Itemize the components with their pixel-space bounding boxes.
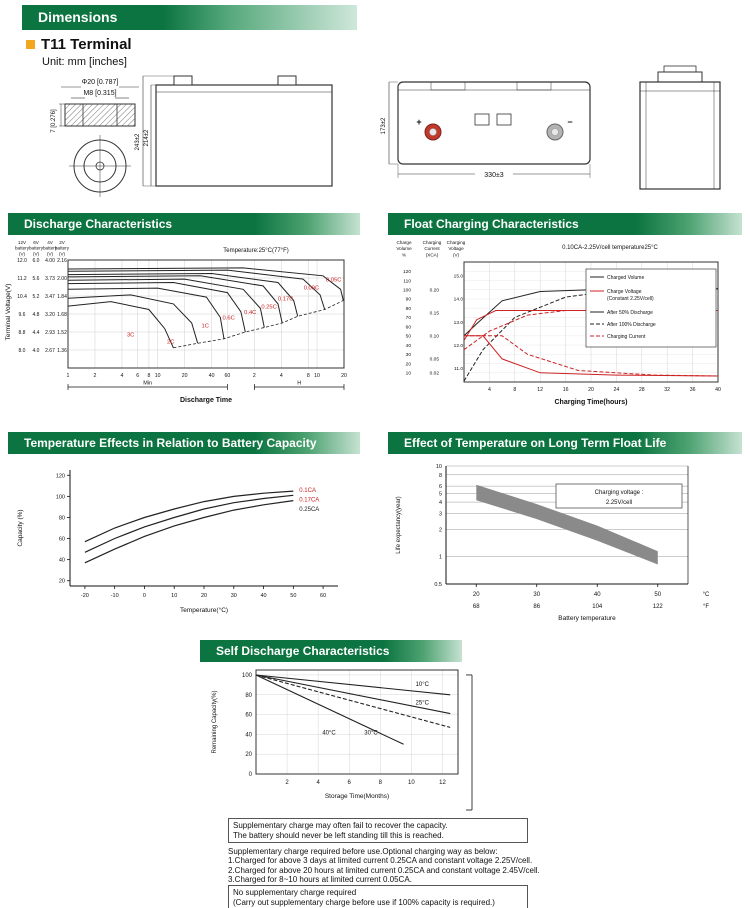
svg-text:(XCA): (XCA) xyxy=(425,252,439,258)
svg-text:120: 120 xyxy=(55,473,65,480)
svg-text:Min: Min xyxy=(143,380,153,387)
svg-text:90: 90 xyxy=(405,297,411,303)
terminal-type-label: T11 Terminal xyxy=(41,36,132,53)
svg-text:100: 100 xyxy=(55,494,65,501)
terminal-type-heading xyxy=(26,36,132,53)
svg-text:Temperature:25°C(77°F): Temperature:25°C(77°F) xyxy=(223,248,289,254)
svg-text:0.1CA: 0.1CA xyxy=(299,488,316,495)
svg-text:20: 20 xyxy=(405,362,411,368)
svg-text:0.10: 0.10 xyxy=(429,334,439,340)
svg-text:104: 104 xyxy=(592,604,603,610)
svg-text:0: 0 xyxy=(142,593,146,599)
svg-text:battery: battery xyxy=(28,245,44,251)
svg-text:60: 60 xyxy=(58,536,65,543)
svg-text:10: 10 xyxy=(435,464,442,470)
svg-text:Battery temperature: Battery temperature xyxy=(558,615,616,622)
svg-text:Charging voltage :: Charging voltage : xyxy=(594,490,644,496)
svg-text:6.0: 6.0 xyxy=(32,257,40,264)
svg-text:0.25CA: 0.25CA xyxy=(299,507,320,514)
svg-text:0.17CA: 0.17CA xyxy=(299,497,320,504)
svg-text:14.0: 14.0 xyxy=(453,297,463,303)
svg-text:4: 4 xyxy=(487,387,491,393)
warning-note-line: Supplementary charge may often fail to recover the capacity. xyxy=(233,821,448,830)
svg-text:Φ20 [0.787]: Φ20 [0.787] xyxy=(81,79,119,86)
svg-text:After 100% Discharge: After 100% Discharge xyxy=(607,322,656,328)
svg-text:122: 122 xyxy=(652,604,663,610)
svg-text:10°C: 10°C xyxy=(415,681,429,688)
unit-note: Unit: mm [inches] xyxy=(42,56,127,68)
svg-text:10: 10 xyxy=(314,373,320,379)
svg-text:(V): (V) xyxy=(58,251,66,257)
svg-text:2: 2 xyxy=(438,527,442,534)
svg-text:28: 28 xyxy=(638,387,645,393)
svg-text:0.5: 0.5 xyxy=(434,582,442,588)
svg-text:11.0: 11.0 xyxy=(454,366,463,372)
svg-text:68: 68 xyxy=(472,604,480,610)
svg-text:10.4: 10.4 xyxy=(17,293,27,300)
svg-text:After 50% Discharge: After 50% Discharge xyxy=(607,310,653,316)
svg-text:32: 32 xyxy=(664,387,671,393)
svg-text:(V): (V) xyxy=(18,251,26,257)
svg-text:40: 40 xyxy=(260,593,267,599)
svg-text:20: 20 xyxy=(341,373,347,379)
dimension-drawings xyxy=(0,60,750,210)
svg-text:Capacity (%): Capacity (%) xyxy=(17,509,24,547)
svg-text:(V): (V) xyxy=(32,251,40,257)
svg-text:H: H xyxy=(297,380,302,387)
svg-text:4.8: 4.8 xyxy=(32,311,40,318)
svg-text:6: 6 xyxy=(347,780,351,786)
svg-text:20: 20 xyxy=(200,593,208,599)
svg-text:Charge Voltage: Charge Voltage xyxy=(607,289,642,295)
svg-text:60: 60 xyxy=(224,373,231,379)
svg-text:2V: 2V xyxy=(59,240,65,245)
svg-text:60: 60 xyxy=(245,712,252,719)
charging-instructions-line: 3.Charged for 8~10 hours at limited current 0.05CA. xyxy=(228,874,412,884)
svg-text:0.4C: 0.4C xyxy=(244,310,257,316)
svg-text:36: 36 xyxy=(689,387,696,393)
svg-text:11.2: 11.2 xyxy=(17,275,27,282)
svg-text:Life expectancy(year): Life expectancy(year) xyxy=(396,496,402,554)
svg-text:−: − xyxy=(567,117,573,127)
svg-text:1: 1 xyxy=(438,554,442,561)
discharge-chart xyxy=(4,236,368,432)
svg-text:2C: 2C xyxy=(167,339,175,346)
svg-text:12: 12 xyxy=(439,780,446,786)
svg-text:50: 50 xyxy=(654,592,662,598)
svg-text:10: 10 xyxy=(171,593,178,599)
svg-text:0.05C: 0.05C xyxy=(325,277,342,284)
svg-text:2: 2 xyxy=(252,373,256,379)
float-life-banner-title: Effect of Temperature on Long Term Float Life xyxy=(404,436,667,450)
svg-text:214±2: 214±2 xyxy=(144,129,150,147)
svg-text:12V: 12V xyxy=(17,240,27,245)
float-charging-banner xyxy=(388,213,742,235)
svg-text:battery: battery xyxy=(42,245,58,251)
svg-text:(Constant 2.25V/cell): (Constant 2.25V/cell) xyxy=(607,296,654,302)
svg-text:100: 100 xyxy=(241,672,252,679)
svg-text:2.93: 2.93 xyxy=(45,329,55,336)
svg-text:Temperature(°C): Temperature(°C) xyxy=(179,607,229,614)
discharge-banner-title: Discharge Characteristics xyxy=(24,217,173,231)
svg-text:10: 10 xyxy=(408,780,415,786)
svg-text:12.0: 12.0 xyxy=(17,257,27,264)
svg-text:100: 100 xyxy=(402,288,411,294)
svg-text:4: 4 xyxy=(279,373,283,379)
svg-text:20: 20 xyxy=(181,373,188,379)
svg-text:(V): (V) xyxy=(46,251,54,257)
svg-text:+: + xyxy=(416,117,422,127)
svg-text:40°C: 40°C xyxy=(322,730,336,737)
svg-text:40: 40 xyxy=(405,343,411,349)
svg-text:1C: 1C xyxy=(201,323,209,330)
svg-text:0.10CA-2.25V/cell temperature: 0.10CA-2.25V/cell temperature25°C xyxy=(562,245,658,251)
svg-text:2: 2 xyxy=(93,373,97,379)
svg-text:3.47: 3.47 xyxy=(45,293,55,300)
dimensions-banner xyxy=(22,5,357,30)
svg-text:2: 2 xyxy=(285,780,289,786)
svg-text:80: 80 xyxy=(245,692,252,699)
float-life-banner xyxy=(388,432,742,454)
svg-text:2.67: 2.67 xyxy=(45,347,55,354)
svg-text:80: 80 xyxy=(405,306,411,312)
svg-text:Charging Time(hours): Charging Time(hours) xyxy=(554,399,628,406)
charging-instructions-line: 2.Charged for above 20 hours at limited current 0.25CA and constant voltage 2.45V/cell. xyxy=(228,865,540,875)
svg-text:2.16: 2.16 xyxy=(57,257,67,264)
svg-text:Current: Current xyxy=(424,246,440,251)
warning-note-line: The battery should never be left standing till this is reached. xyxy=(233,830,444,840)
svg-text:5: 5 xyxy=(438,491,442,498)
svg-text:battery: battery xyxy=(14,245,30,251)
svg-text:Terminal Voltage(V): Terminal Voltage(V) xyxy=(5,283,12,341)
svg-text:30°C: 30°C xyxy=(364,730,378,737)
svg-text:40: 40 xyxy=(715,387,721,393)
svg-text:6V: 6V xyxy=(33,240,39,245)
svg-text:20: 20 xyxy=(472,592,480,598)
temp-capacity-chart xyxy=(8,454,368,638)
svg-text:25°C: 25°C xyxy=(415,700,429,707)
svg-text:2.00: 2.00 xyxy=(57,275,67,282)
svg-text:40: 40 xyxy=(58,557,65,564)
svg-text:-10: -10 xyxy=(110,593,119,599)
svg-text:0.6C: 0.6C xyxy=(222,315,235,322)
svg-text:Storage Time(Months): Storage Time(Months) xyxy=(324,793,390,800)
svg-text:battery: battery xyxy=(54,245,70,251)
svg-text:5.6: 5.6 xyxy=(32,275,40,282)
warning-note-box xyxy=(228,818,528,843)
no-supplementary-line: (Carry out supplementary charge before use if 100% capacity is required.) xyxy=(233,897,495,907)
svg-text:Discharge Time: Discharge Time xyxy=(179,397,233,404)
svg-text:4.4: 4.4 xyxy=(32,329,40,336)
charging-instructions-line: 1.Charged for above 3 days at limited current 0.25CA and constant voltage 2.25V/cell. xyxy=(228,856,533,866)
svg-text:0.09C: 0.09C xyxy=(303,285,320,292)
svg-text:8: 8 xyxy=(513,387,517,393)
svg-text:20: 20 xyxy=(58,578,65,585)
svg-text:0.15: 0.15 xyxy=(429,311,439,317)
svg-text:Charging: Charging xyxy=(446,240,466,245)
svg-text:30: 30 xyxy=(230,593,237,599)
float-charging-chart xyxy=(384,236,748,432)
svg-text:30: 30 xyxy=(533,592,541,598)
svg-text:50: 50 xyxy=(290,593,297,599)
svg-text:110: 110 xyxy=(403,279,411,285)
svg-text:(V): (V) xyxy=(452,252,460,258)
svg-text:0.25C: 0.25C xyxy=(261,304,277,311)
temp-capacity-banner xyxy=(8,432,360,454)
svg-text:60: 60 xyxy=(320,593,327,599)
svg-text:5.2: 5.2 xyxy=(32,293,40,300)
dimensions-banner-title: Dimensions xyxy=(38,9,118,25)
svg-text:330±3: 330±3 xyxy=(484,172,504,179)
self-discharge-chart xyxy=(206,656,536,814)
svg-text:0: 0 xyxy=(248,772,252,778)
svg-text:70: 70 xyxy=(405,316,411,322)
svg-text:3C: 3C xyxy=(126,332,135,339)
svg-text:1.68: 1.68 xyxy=(57,311,67,318)
discharge-banner xyxy=(8,213,360,235)
svg-text:8.0: 8.0 xyxy=(18,347,26,354)
svg-text:1.52: 1.52 xyxy=(57,329,67,336)
svg-text:24: 24 xyxy=(613,387,620,393)
svg-text:6: 6 xyxy=(438,484,442,491)
svg-text:173±2: 173±2 xyxy=(381,117,387,135)
svg-text:8: 8 xyxy=(438,472,442,479)
svg-text:50: 50 xyxy=(405,334,411,340)
no-supplementary-line: No supplementary charge required xyxy=(233,888,357,897)
svg-text:10: 10 xyxy=(405,371,411,377)
bullet-square-icon xyxy=(26,40,35,49)
temp-capacity-banner-title: Temperature Effects in Relation to Battery Capacity xyxy=(24,436,317,450)
svg-text:0.05: 0.05 xyxy=(429,357,439,363)
svg-text:4: 4 xyxy=(120,373,124,379)
svg-text:3.20: 3.20 xyxy=(45,311,55,318)
svg-text:1.36: 1.36 xyxy=(57,347,67,354)
svg-text:0.02: 0.02 xyxy=(429,371,439,377)
svg-text:40: 40 xyxy=(593,592,601,598)
svg-text:0.17C: 0.17C xyxy=(277,296,294,303)
svg-text:4.00: 4.00 xyxy=(45,257,55,264)
svg-text:8: 8 xyxy=(378,780,382,786)
svg-text:60: 60 xyxy=(405,325,411,331)
svg-text:30: 30 xyxy=(405,353,411,359)
svg-text:20: 20 xyxy=(588,387,594,393)
svg-text:20: 20 xyxy=(245,752,252,759)
svg-text:120: 120 xyxy=(402,270,411,276)
svg-text:12: 12 xyxy=(537,387,544,393)
svg-text:°C: °C xyxy=(702,592,710,598)
no-supplementary-note-box xyxy=(228,885,528,908)
svg-text:4: 4 xyxy=(438,500,442,507)
svg-text:3: 3 xyxy=(438,511,442,518)
svg-text:4V: 4V xyxy=(47,240,53,245)
float-life-chart xyxy=(388,454,746,638)
svg-text:40: 40 xyxy=(245,732,252,739)
svg-text:10: 10 xyxy=(154,373,161,379)
svg-text:8: 8 xyxy=(306,373,310,379)
svg-text:2.25V/cell: 2.25V/cell xyxy=(605,500,633,506)
svg-text:Remaining Capacity(%): Remaining Capacity(%) xyxy=(212,690,218,754)
svg-text:15.0: 15.0 xyxy=(453,274,463,280)
float-charging-banner-title: Float Charging Characteristics xyxy=(404,217,579,231)
svg-text:13.0: 13.0 xyxy=(453,320,463,326)
svg-text:3.73: 3.73 xyxy=(45,275,55,282)
svg-text:243±2: 243±2 xyxy=(135,133,141,151)
charging-instructions xyxy=(228,847,542,884)
svg-text:8.8: 8.8 xyxy=(18,329,26,336)
svg-text:0.20: 0.20 xyxy=(429,288,439,294)
svg-text:4.0: 4.0 xyxy=(32,347,40,354)
svg-text:40: 40 xyxy=(208,373,215,379)
svg-text:Voltage: Voltage xyxy=(448,246,464,251)
svg-text:Charging Current: Charging Current xyxy=(607,334,646,340)
svg-text:6: 6 xyxy=(136,373,140,379)
svg-text:8: 8 xyxy=(147,373,151,379)
svg-text:12.0: 12.0 xyxy=(453,343,463,349)
svg-text:80: 80 xyxy=(58,515,65,522)
self-discharge-banner-title: Self Discharge Characteristics xyxy=(216,644,390,658)
svg-text:7 [0.276]: 7 [0.276] xyxy=(51,109,57,133)
svg-text:Charged Volume: Charged Volume xyxy=(607,275,645,281)
svg-text:1.84: 1.84 xyxy=(57,293,67,300)
charging-instructions-line: Supplementary charge required before use.Optional charging way as below: xyxy=(228,847,498,856)
svg-text:-20: -20 xyxy=(80,593,89,599)
svg-text:86: 86 xyxy=(533,604,541,610)
svg-text:9.6: 9.6 xyxy=(18,311,26,318)
svg-text:%: % xyxy=(401,252,407,258)
svg-text:1: 1 xyxy=(66,373,70,379)
svg-text:16: 16 xyxy=(562,387,569,393)
svg-text:Charge: Charge xyxy=(396,240,412,245)
svg-text:4: 4 xyxy=(316,780,320,786)
svg-text:M8 [0.315]: M8 [0.315] xyxy=(83,90,117,97)
svg-text:Charging: Charging xyxy=(422,240,442,245)
svg-text:Volume: Volume xyxy=(396,246,412,251)
svg-text:°F: °F xyxy=(702,604,710,610)
